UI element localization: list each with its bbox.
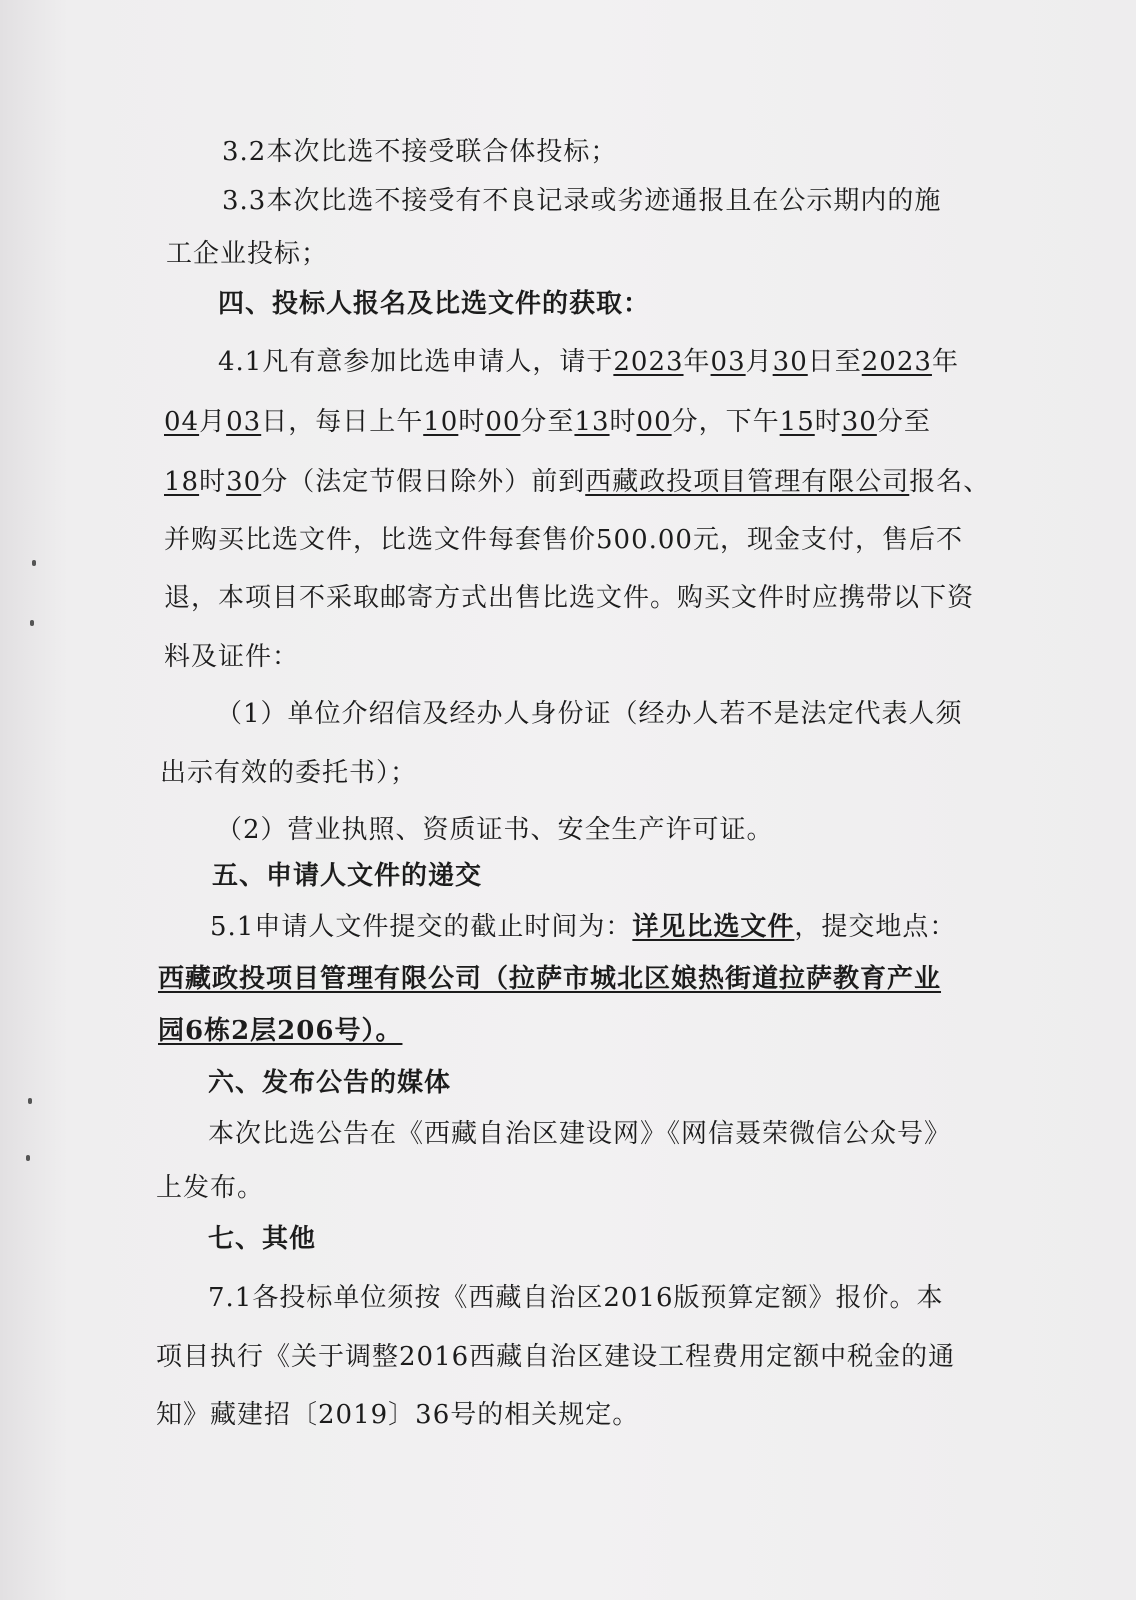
clause-4-1-line5: 退，本项目不采取邮寄方式出售比选文件。购买文件时应携带以下资 xyxy=(164,583,975,613)
clause-4-1-line1: 4.1凡有意参加比选申请人，请于2023年03月30日至2023年 xyxy=(218,347,959,377)
section-4-heading: 四、投标人报名及比选文件的获取： xyxy=(218,289,651,319)
clause-4-1-line4: 并购买比选文件，比选文件每套售价500.00元，现金支付，售后不 xyxy=(164,525,963,555)
item-1-line2: 出示有效的委托书）； xyxy=(160,758,418,788)
start-year: 2023 xyxy=(613,347,684,377)
start-day: 30 xyxy=(772,347,808,377)
item-1-line1: （1）单位介绍信及经办人身份证（经办人若不是法定代表人须 xyxy=(216,699,963,729)
scan-speck xyxy=(26,1155,30,1161)
submission-address-line2: 园6栋2层206号）。 xyxy=(158,1016,403,1046)
section-5-heading: 五、申请人文件的递交 xyxy=(212,861,483,891)
clause-5-1: 5.1申请人文件提交的截止时间为：详见比选文件，提交地点： xyxy=(210,912,957,942)
clause-7-1-line1: 7.1各投标单位须按《西藏自治区2016版预算定额》报价。本 xyxy=(208,1283,944,1313)
end-month: 04 xyxy=(164,407,200,437)
end-year: 2023 xyxy=(861,347,932,377)
clause-3-3-line2: 工企业投标； xyxy=(166,239,329,269)
scan-speck xyxy=(32,560,36,566)
deadline-value: 详见比选文件 xyxy=(632,912,795,942)
clause-4-1-line2: 04月03日，每日上午10时00分至13时00分，下午15时30分至 xyxy=(164,407,931,437)
clause-7-1-line2: 项目执行《关于调整2016西藏自治区建设工程费用定额中税金的通 xyxy=(156,1342,956,1372)
start-month: 03 xyxy=(710,347,746,377)
section-6-heading: 六、发布公告的媒体 xyxy=(208,1068,452,1098)
submission-address-line1: 西藏政投项目管理有限公司（拉萨市城北区娘热街道拉萨教育产业 xyxy=(158,964,942,994)
section-7-heading: 七、其他 xyxy=(208,1224,317,1254)
clause-3-2: 3.2本次比选不接受联合体投标； xyxy=(222,137,618,167)
company-name: 西藏政投项目管理有限公司 xyxy=(585,467,910,497)
scan-speck xyxy=(28,1098,32,1104)
clause-4-1-line6: 料及证件： xyxy=(164,642,300,672)
end-day: 03 xyxy=(226,407,262,437)
media-line2: 上发布。 xyxy=(156,1173,265,1203)
item-2: （2）营业执照、资质证书、安全生产许可证。 xyxy=(216,815,774,845)
media-line1: 本次比选公告在《西藏自治区建设网》《网信聂荣微信公众号》 xyxy=(208,1119,952,1149)
scan-speck xyxy=(30,620,34,626)
clause-3-3-line1: 3.3本次比选不接受有不良记录或劣迹通报且在公示期内的施 xyxy=(222,186,942,216)
clause-4-1-line3: 18时30分（法定节假日除外）前到西藏政投项目管理有限公司报名、 xyxy=(164,467,991,497)
clause-7-1-line3: 知》藏建招〔2019〕36号的相关规定。 xyxy=(156,1400,640,1430)
